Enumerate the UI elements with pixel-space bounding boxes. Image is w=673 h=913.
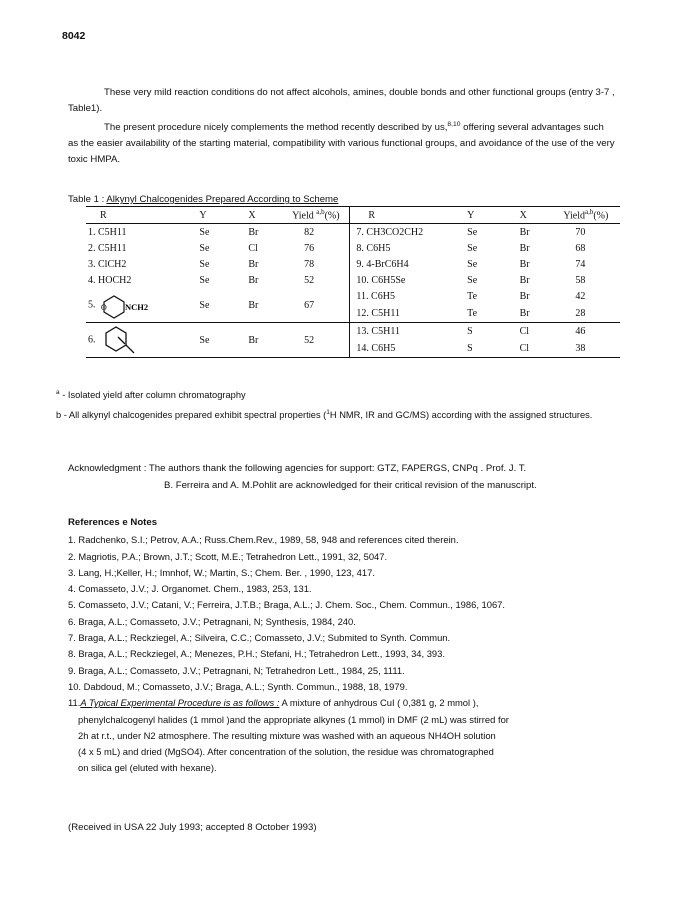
acknowledgment-line-1: Acknowledgment : The authors thank the following agencies for support: GTZ, FAPERGS, CNPq . Prof. J. T. xyxy=(68,463,527,474)
reference-item: 8. Braga, A.L.; Reckziegel, A.; Menezes, P.H.; Stefani, H.; Tetrahedron Lett., 1993, 34, 393. xyxy=(68,648,445,660)
cell-y: Se xyxy=(467,226,478,238)
cell-x: Br xyxy=(519,226,530,238)
cell-yield: 76 xyxy=(290,240,350,256)
paragraph-2 xyxy=(68,117,616,168)
cell-x: Br xyxy=(519,242,530,254)
caption-prefix: Table 1 : xyxy=(68,194,107,205)
references-heading: References e Notes xyxy=(68,517,158,528)
cell-yield: 52 xyxy=(290,323,350,358)
table-1 xyxy=(68,193,616,358)
cell-yield: 74 xyxy=(575,258,586,270)
cell-yield: 58 xyxy=(575,274,586,286)
cell-y: Se xyxy=(199,299,210,311)
footnote-a-mark: a xyxy=(56,389,60,396)
cell-y: Se xyxy=(467,274,478,286)
cell-x: Br xyxy=(248,299,259,311)
cell-x: Br xyxy=(519,258,530,270)
footnote-a-text: - Isolated yield after column chromatography xyxy=(59,390,246,401)
cell-r: 7. CH3CO2CH2 xyxy=(356,226,424,238)
reference-list xyxy=(68,532,616,776)
yield-sup: a,b xyxy=(316,208,325,217)
acknowledgment-line-2: B. Ferreira and A. M.Pohlit are acknowledged for their critical revision of the manuscript. xyxy=(164,480,537,491)
cell-yield: 42 xyxy=(575,290,586,302)
cell-y: Se xyxy=(199,334,210,346)
cyclohexane-ring xyxy=(106,327,126,351)
substituent-bond xyxy=(126,345,134,353)
footnote-a xyxy=(56,386,616,402)
header-r-left: R xyxy=(100,209,107,221)
yield-sup-right: a,b xyxy=(584,208,594,217)
cell-y: Te xyxy=(467,290,478,302)
citation-sup: 8,10 xyxy=(447,121,461,128)
morpholine-structure xyxy=(98,288,160,322)
header-r-right: R xyxy=(368,209,376,221)
table-row xyxy=(86,272,620,288)
table-row xyxy=(86,224,620,241)
ring-bond xyxy=(118,337,125,344)
reference-item: 3. Lang, H.;Keller, H.; Imnhof, W.; Martin, S.; Chem. Ber. , 1990, 123, 417. xyxy=(68,566,375,578)
body-text xyxy=(68,85,616,168)
cell-y: Se xyxy=(199,226,210,238)
cell-r-morpholine xyxy=(86,288,197,323)
caption-title: Alkynyl Chalcogenides Prepared According to Scheme xyxy=(106,194,339,205)
footnote-b-text: - All alkynyl chalcogenides prepared exhibit spectral properties ( xyxy=(61,410,327,421)
header-yield-right xyxy=(561,207,620,224)
cell-y: S xyxy=(467,326,473,337)
cell-r-cyclohexane xyxy=(86,323,197,358)
cell-x: Cl xyxy=(519,343,530,354)
table-row xyxy=(86,323,620,341)
footnote-b-rest: H NMR, IR and GC/MS) according with the assigned structures. xyxy=(329,410,593,421)
cell-y: Te xyxy=(467,307,478,319)
footnote-b xyxy=(56,406,616,422)
yield-unit-right: (%) xyxy=(593,210,609,222)
cell-x: Cl xyxy=(248,242,258,254)
reference-item: 5. Comasseto, J.V.; Catani, V.; Ferreira, J.T.B.; Braga, A.L.; J. Chem. Soc., Chem. Commun., 1986, 1067. xyxy=(68,599,505,611)
morpholine-label: NCH2 xyxy=(125,302,149,312)
cell-y: Se xyxy=(199,258,210,270)
header-y-right: Y xyxy=(467,209,475,221)
para2-text-a: The present procedure nicely complements the method recently described by us, xyxy=(104,122,448,134)
references xyxy=(68,515,616,777)
entry-5-number: 5. xyxy=(88,299,96,311)
cell-x: Br xyxy=(519,274,530,286)
cell-r: 2. C5H11 xyxy=(88,242,127,254)
cell-y: S xyxy=(467,343,473,354)
reference-11-number: 11. xyxy=(68,697,81,709)
cell-r: 14. C6H5 xyxy=(356,343,396,354)
reference-item: 1. Radchenko, S.I.; Petrov, A.A.; Russ.Chem.Rev., 1989, 58, 948 and references cited therein. xyxy=(68,534,459,546)
cell-yield: 78 xyxy=(290,256,350,272)
header-yield-left xyxy=(290,207,350,224)
morpholine-oxygen: O xyxy=(101,303,107,312)
cyclohexylidene-structure xyxy=(98,323,142,357)
cell-yield: 70 xyxy=(575,226,586,238)
cell-x: Br xyxy=(519,290,530,302)
cell-x: Br xyxy=(519,307,530,319)
yield-label: Yield xyxy=(292,210,317,222)
para2-text-b: offering several advantages such as the easier availability of the starting material, compatibility with various functional groups, and avoidance of the use of the very toxic HMPA. xyxy=(68,122,615,166)
reference-item: 7. Braga, A.L.; Reckziegel, A.; Silveira, C.C.; Comasseto, J.V.; Submited to Synth. Commun. xyxy=(68,632,451,644)
cell-yield: 67 xyxy=(290,288,350,323)
cell-x: Br xyxy=(248,226,259,238)
header-x-right: X xyxy=(519,209,527,221)
cell-x: Br xyxy=(248,334,259,346)
header-x-left: X xyxy=(248,209,256,221)
cell-r: 13. C5H11 xyxy=(356,326,400,337)
cell-r: 8. C6H5 xyxy=(356,242,391,254)
cell-yield: 46 xyxy=(575,326,586,337)
data-table xyxy=(86,206,620,358)
reference-item: 6. Braga, A.L.; Comasseto, J.V.; Petragnani, N; Synthesis, 1984, 240. xyxy=(68,615,356,627)
cell-r: 4. HOCH2 xyxy=(88,274,132,286)
cell-x: Br xyxy=(248,274,259,286)
cell-yield: 68 xyxy=(575,242,586,254)
cell-r: 12. C5H11 xyxy=(356,307,400,319)
table-row xyxy=(86,256,620,272)
reference-item: 4. Comasseto, J.V.; J. Organomet. Chem., 1983, 253, 131. xyxy=(68,583,312,595)
entry-6-number: 6. xyxy=(88,334,96,346)
reference-11-line-3: 2h at r.t., under N2 atmosphere. The resulting mixture was washed with an aqueous NH4OH solution xyxy=(78,729,496,741)
table-caption xyxy=(68,193,616,206)
cell-x: Br xyxy=(248,258,259,270)
reference-11-line-4: (4 x 5 mL) and dried (MgSO4). After concentration of the solution, the residue was chromatographed xyxy=(78,746,494,758)
page-number: 8042 xyxy=(62,30,86,42)
cell-y: Se xyxy=(467,242,478,254)
reference-item-11 xyxy=(68,695,616,776)
table-header-row xyxy=(86,207,620,224)
cell-r: 10. C6H5Se xyxy=(356,274,406,286)
cell-yield: 38 xyxy=(575,343,586,354)
footnote-b-sup: 1 xyxy=(326,409,330,417)
reference-11-line-5: on silica gel (eluted with hexane). xyxy=(78,762,217,774)
cell-yield: 82 xyxy=(290,224,350,241)
reference-11-line-2: phenylchalcogenyl halides (1 mmol )and the appropriate alkynes (1 mmol) in DMF (2 mL) was stirred for xyxy=(78,713,509,725)
reference-item: 10. Dabdoud, M.; Comasseto, J.V.; Braga, A.L.; Synth. Commun., 1988, 18, 1979. xyxy=(68,680,408,692)
table-row xyxy=(86,288,620,305)
acknowledgment xyxy=(68,460,616,494)
header-y-left: Y xyxy=(199,209,207,221)
received-date: (Received in USA 22 July 1993; accepted 8 October 1993) xyxy=(68,822,317,833)
cell-r: 3. ClCH2 xyxy=(88,258,127,270)
cell-r: 11. C6H5 xyxy=(356,290,395,302)
yield-label-right: Yield xyxy=(563,210,585,222)
reference-item: 9. Braga, A.L.; Comasseto, J.V.; Petragnani, N; Tetrahedron Lett., 1984, 25, 1111. xyxy=(68,664,405,676)
reference-11-title: A Typical Experimental Procedure is as follows : xyxy=(80,697,280,709)
reference-11-line-1: A mixture of anhydrous CuI ( 0,381 g, 2 mmol ), xyxy=(279,697,479,709)
cell-r: 9. 4-BrC6H4 xyxy=(356,258,409,270)
reference-item: 2. Magriotis, P.A.; Brown, J.T.; Scott, M.E.; Tetrahedron Lett., 1991, 32, 5047. xyxy=(68,550,388,562)
morpholine-ring xyxy=(104,296,124,318)
cell-y: Se xyxy=(467,258,478,270)
yield-unit: (%) xyxy=(324,210,340,222)
paragraph-1: These very mild reaction conditions do not affect alcohols, amines, double bonds and other functional groups (entry 3-7 , Table1). xyxy=(68,87,615,114)
cell-y: Se xyxy=(199,242,210,254)
cell-yield: 52 xyxy=(290,272,350,288)
cell-yield: 28 xyxy=(575,307,586,319)
cell-y: Se xyxy=(199,274,210,286)
footnote-b-mark: b xyxy=(56,410,62,421)
table-row xyxy=(86,240,620,256)
cell-x: Cl xyxy=(519,326,530,337)
table-footnotes xyxy=(56,386,616,422)
cell-r: 1. C5H11 xyxy=(88,226,127,238)
